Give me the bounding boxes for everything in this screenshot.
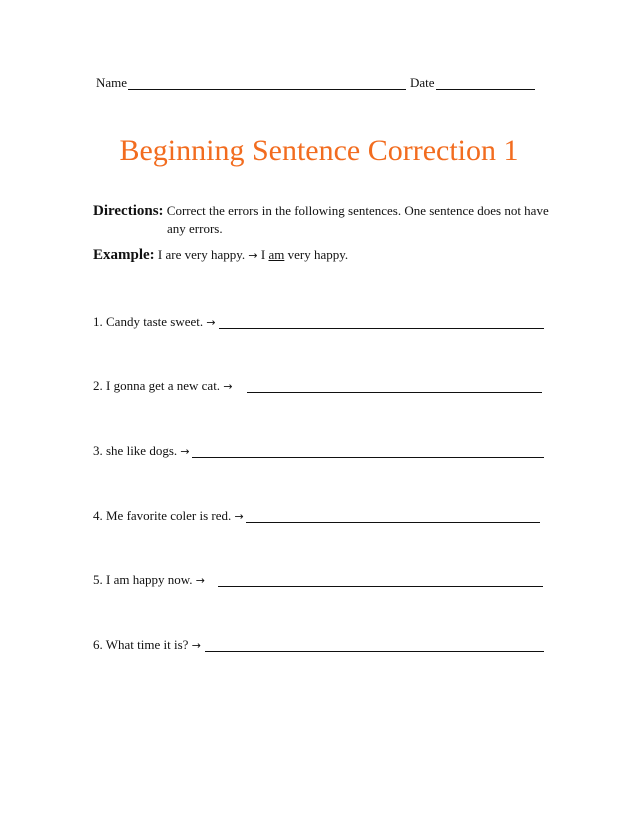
item-sentence: What time it is? <box>105 637 189 652</box>
sentence-item-4 <box>93 507 244 525</box>
sentence-item-3 <box>93 442 190 460</box>
name-label: Name <box>96 75 128 90</box>
item-sentence: she like dogs. <box>106 443 178 458</box>
sentence-item-2 <box>93 377 233 395</box>
item-sentence: I gonna get a new cat. <box>106 378 221 393</box>
arrow-right-icon: → <box>206 316 216 329</box>
directions-text-line1: Correct the errors in the following sentences. One sentence does not have <box>166 203 549 218</box>
arrow-right-icon: → <box>191 639 201 652</box>
sentence-item-1 <box>93 313 216 331</box>
example-after-part1: I <box>260 247 266 262</box>
item-number: 1. <box>93 314 103 329</box>
worksheet-title: Beginning Sentence Correction 1 <box>119 134 519 167</box>
item-number: 5. <box>93 572 103 587</box>
answer-line-2[interactable] <box>247 392 542 393</box>
answer-line-5[interactable] <box>218 586 543 587</box>
directions-text-line2: any errors. <box>167 221 223 236</box>
sentence-item-6 <box>93 636 201 654</box>
answer-line-4[interactable] <box>246 522 540 523</box>
example-block <box>93 246 348 265</box>
item-number: 4. <box>93 508 103 523</box>
item-sentence: Me favorite coler is red. <box>106 508 232 523</box>
date-label: Date <box>410 75 435 90</box>
arrow-right-icon: → <box>180 445 190 458</box>
arrow-right-icon: → <box>223 380 233 393</box>
example-after-part2: very happy. <box>287 247 349 262</box>
arrow-right-icon: → <box>248 249 258 262</box>
item-sentence: Candy taste sweet. <box>106 314 204 329</box>
example-correction: am <box>268 247 285 262</box>
item-number: 3. <box>93 443 103 458</box>
sentence-item-5 <box>93 571 205 589</box>
item-sentence: I am happy now. <box>106 572 193 587</box>
arrow-right-icon: → <box>195 574 205 587</box>
name-field-line[interactable] <box>128 89 406 90</box>
example-label: Example: <box>93 247 155 263</box>
answer-line-1[interactable] <box>219 328 544 329</box>
directions-block <box>93 202 563 237</box>
answer-line-6[interactable] <box>205 651 544 652</box>
example-before: I are very happy. <box>157 247 246 262</box>
answer-line-3[interactable] <box>192 457 544 458</box>
name-date-row <box>96 75 536 91</box>
item-number: 6. <box>93 637 103 652</box>
item-number: 2. <box>93 378 103 393</box>
arrow-right-icon: → <box>234 510 244 523</box>
date-field-line[interactable] <box>436 89 535 90</box>
directions-label: Directions: <box>93 203 164 219</box>
